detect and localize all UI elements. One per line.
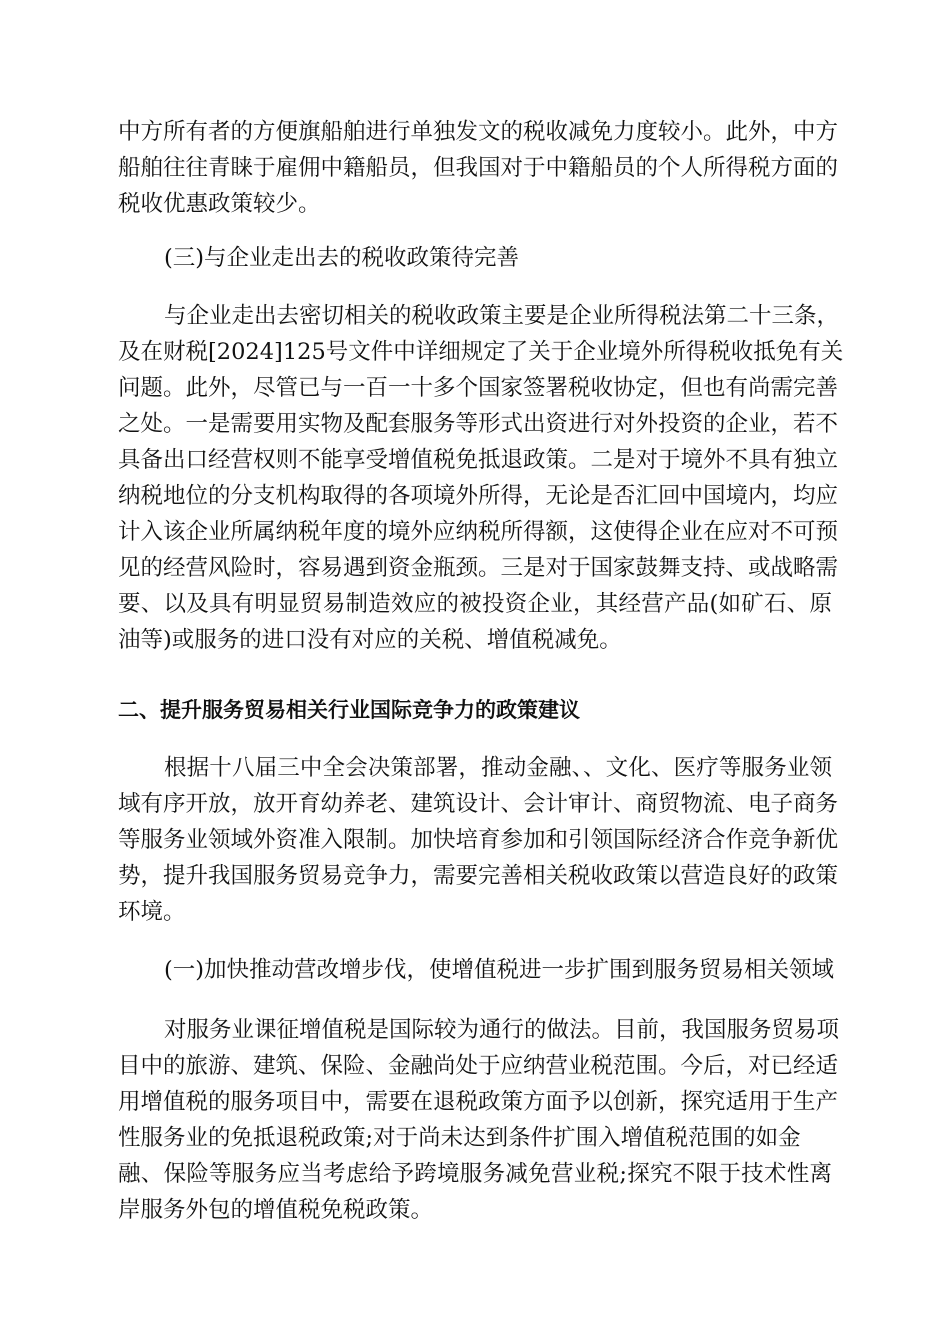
paragraph-tonnage-tax — [118, 114, 839, 222]
section-heading-2 — [118, 692, 832, 728]
text-line: 性服务业的免抵退税政策;对于尚未达到条件扩围入增值税范围的如金 — [118, 1125, 801, 1151]
paragraph-service-trade — [118, 750, 839, 930]
subheading-going-abroad — [118, 240, 832, 276]
text-line: 融、保险等服务应当考虑给予跨境服务减免营业税;探究不限于技术性离 — [118, 1161, 832, 1187]
text-line: 根据十八届三中全会决策部署，推动金融、、文化、医疗等服务业领 — [164, 755, 832, 781]
text-line: 用增值税的服务项目中，需要在退税政策方面予以创新，探究适用于生产 — [118, 1089, 839, 1115]
text-line: 势，提升我国服务贸易竞争力，需要完善相关税收政策以营造良好的政策 — [118, 863, 839, 889]
text-line: 税收优惠政策较少。 — [118, 191, 321, 217]
text-line: 域有序开放，放开育幼养老、建筑设计、会计审计、商贸物流、电子商务 — [118, 791, 839, 817]
subheading-text: (一)加快推动营改增步伐，使增值税进一步扩围到服务贸易相关领域 — [164, 957, 835, 983]
text-line: 中方所有者的方便旗船舶进行单独发文的税收减免力度较小。此外，中方 — [118, 119, 839, 145]
text-line: 与企业走出去密切相关的税收政策主要是企业所得税法第二十三条， — [164, 303, 840, 329]
text-line: 等服务业领域外资准入限制。加快培育参加和引领国际经济合作竞争新优 — [118, 827, 839, 853]
text-line: 计入该企业所属纳税年度的境外应纳税所得额，这使得企业在应对不可预 — [118, 519, 839, 545]
text-line: 见的经营风险时，容易遇到资金瓶颈。三是对于国家鼓舞支持、或战略需 — [118, 555, 839, 581]
text-line: 目中的旅游、建筑、保险、金融尚处于应纳营业税范围。今后，对已经适 — [118, 1053, 839, 1079]
text-line: 问题。此外，尽管已与一百一十多个国家签署税收协定，但也有尚需完善 — [118, 375, 839, 401]
text-line: 及在财税[2024]125号文件中详细规定了关于企业境外所得税收抵免有关 — [118, 339, 844, 365]
section-heading-text: 二、提升服务贸易相关行业国际竞争力的政策建议 — [118, 698, 580, 722]
text-line: 纳税地位的分支机构取得的各项境外所得，无论是否汇回中国境内，均应 — [118, 483, 839, 509]
text-line: 要、以及具有明显贸易制造效应的被投资企业，其经营产品(如矿石、原 — [118, 591, 832, 617]
paragraph-going-abroad — [118, 298, 844, 658]
paragraph-vat-reform — [118, 1012, 840, 1228]
text-line: 环境。 — [118, 899, 186, 925]
text-line: 具备出口经营权则不能享受增值税免抵退政策。二是对于境外不具有独立 — [118, 447, 839, 473]
text-line: 油等)或服务的进口没有对应的关税、增值税减免。 — [118, 627, 622, 653]
text-line: 对服务业课征增值税是国际较为通行的做法。目前，我国服务贸易项 — [164, 1017, 840, 1043]
text-line: 之处。一是需要用实物及配套服务等形式出资进行对外投资的企业，若不 — [118, 411, 839, 437]
subheading-vat-reform — [118, 952, 835, 988]
text-line: 岸服务外包的增值税免税政策。 — [118, 1197, 434, 1223]
text-line: 船舶往往青睐于雇佣中籍船员，但我国对于中籍船员的个人所得税方面的 — [118, 155, 839, 181]
subheading-text: (三)与企业走出去的税收政策待完善 — [164, 245, 520, 271]
